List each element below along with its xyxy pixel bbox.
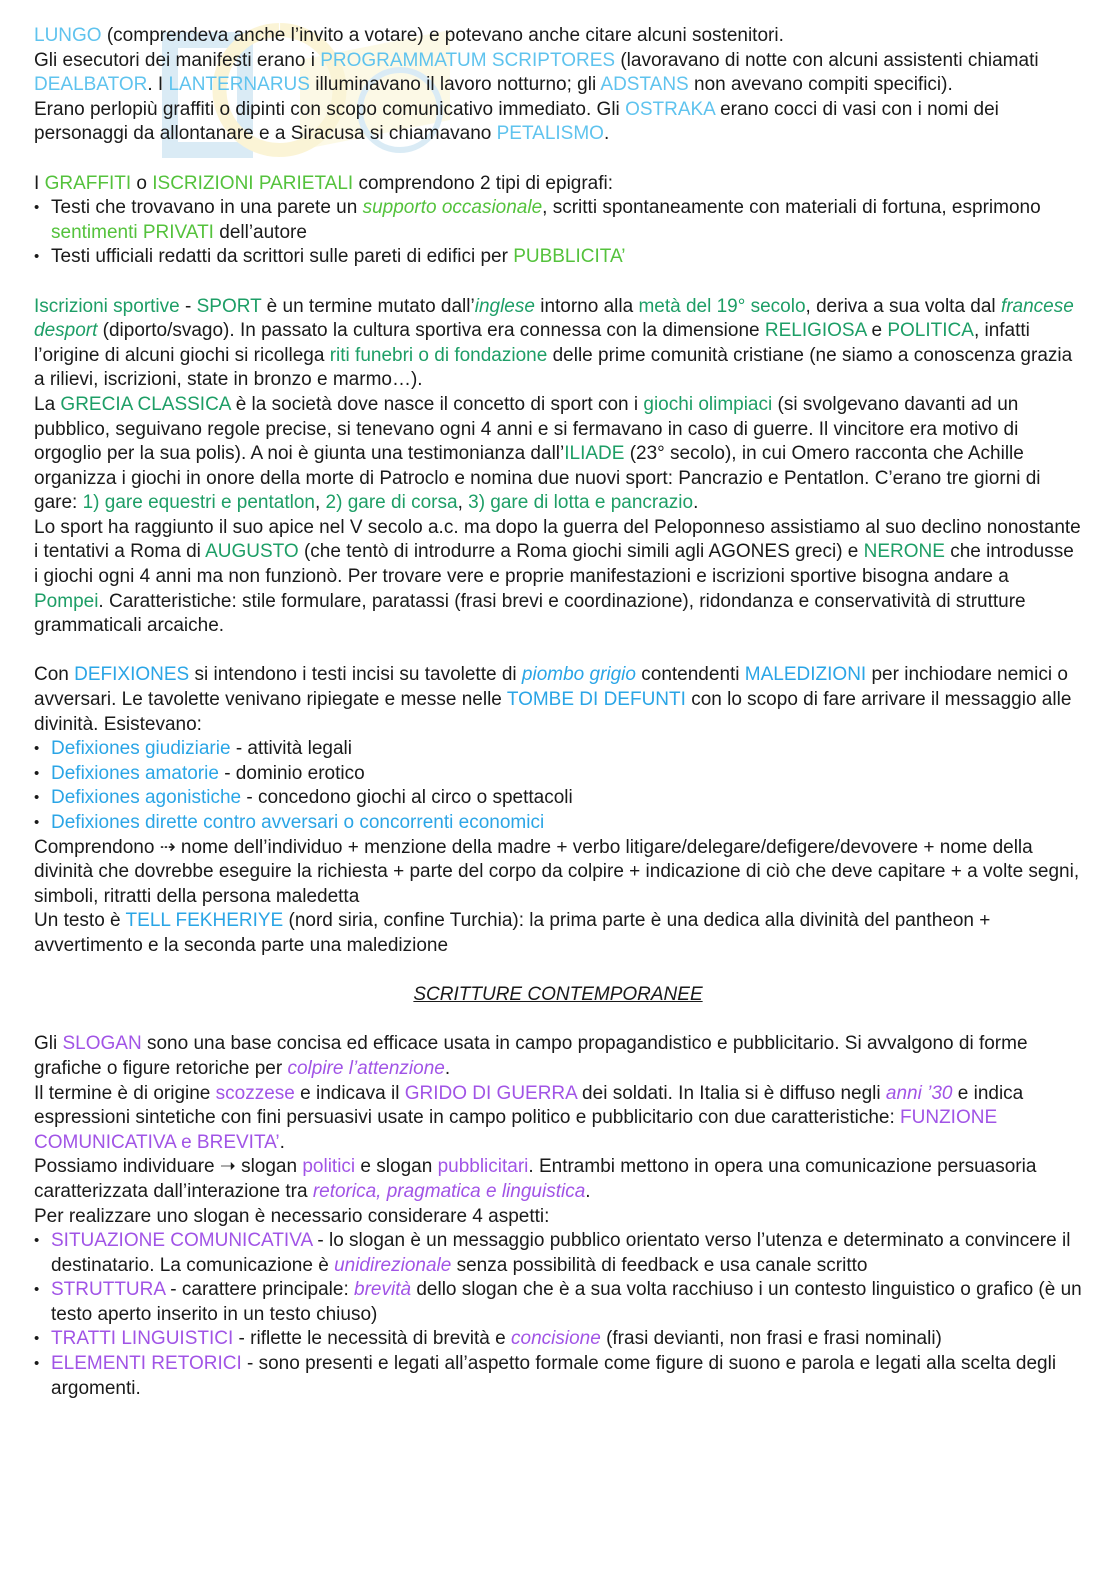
term-dealbator: DEALBATOR — [34, 74, 148, 96]
term-gare-equestri: 1) gare equestri e pentatlon — [82, 492, 315, 514]
list-epigrafi — [34, 196, 1082, 270]
term-programmatum-scriptores: PROGRAMMATUM SCRIPTORES — [320, 49, 616, 71]
term-scozzese: scozzese — [215, 1082, 295, 1104]
text: - dominio erotico — [218, 762, 365, 784]
text: è la società dove nasce il concetto di sport con i — [230, 393, 644, 415]
text: e indica espressioni sintetiche con fini persuasivi usate in campo politico e pubblicitario con due caratteristiche: — [34, 1082, 1024, 1129]
term-situazione-comunicativa: SITUAZIONE COMUNICATIVA — [51, 1230, 313, 1252]
text: . — [444, 1057, 451, 1079]
text: (nord siria, confine Turchia): la prima parte è una dedica alla divinità del pantheon + avvertimento e la seconda parte una maledizione — [34, 910, 991, 956]
text: Un testo è — [34, 910, 126, 932]
text: - carattere principale: — [165, 1279, 355, 1301]
term-pompei: Pompei — [34, 590, 99, 612]
text: - concedono giochi al circo o spettacoli — [241, 787, 573, 809]
term-defixiones-amatorie: Defixiones amatorie — [51, 762, 219, 784]
paragraph-individuare — [34, 1155, 1082, 1204]
text: (che tentò di introdurre a Roma giochi simili agli AGONES greci) e — [298, 541, 864, 563]
term-pubblicitari: pubblicitari — [437, 1156, 529, 1178]
term-defixiones-giudiziarie: Defixiones giudiziarie — [51, 738, 231, 760]
text: per inchiodare nemici o avversari. Le tavolette venivano ripiegate e messe nelle — [34, 664, 1068, 711]
term-inglese: inglese — [474, 295, 535, 317]
spacer — [34, 639, 1082, 664]
spacer — [34, 147, 1082, 172]
text: dello slogan che è a sua volta racchiuso i un contesto linguistico o grafico (è un testo aperto inserito in un testo chiuso) — [51, 1279, 1082, 1325]
text: erano cocci di vasi con i nomi dei personaggi da allontanare e a Siracusa si chiamavano — [34, 98, 999, 145]
paragraph-sport — [34, 295, 1082, 393]
text: è un termine mutato dall’ — [261, 295, 475, 317]
paragraph-defixiones — [34, 663, 1082, 737]
term-retorica-pragmatica: retorica, pragmatica e linguistica — [312, 1180, 586, 1202]
section-heading: SCRITTURE CONTEMPORANEE — [413, 984, 703, 1006]
term-defixiones-dirette: Defixiones dirette contro avversari o concorrenti economici — [51, 812, 545, 833]
term-grecia-classica: GRECIA CLASSICA — [60, 393, 231, 415]
list-item — [34, 762, 1082, 787]
text: . — [279, 1131, 285, 1153]
spacer — [34, 1008, 1082, 1033]
list-item — [34, 1229, 1082, 1278]
term-elementi-retorici: ELEMENTI RETORICI — [51, 1353, 242, 1375]
term-adstans: ADSTANS — [600, 74, 689, 96]
term-iscrizioni-parietali: ISCRIZIONI PARIETALI — [152, 172, 354, 194]
text: Con — [34, 664, 75, 686]
text: , scritti spontaneamente con materiali di fortuna, esprimono — [542, 197, 1041, 219]
paragraph-graffiti — [34, 172, 1082, 197]
text: (comprendeva anche l’invito a votare) e potevano anche citare alcuni sostenitori. — [101, 25, 784, 46]
term-giochi-olimpiaci: giochi olimpiaci — [643, 393, 773, 415]
text: . Caratteristiche: stile formulare, paratassi (frasi brevi e coordinazione), ridondanza e conservatività di strutture grammaticali arcaiche. — [34, 590, 1026, 637]
text: dei soldati. In Italia si è diffuso negli — [576, 1082, 886, 1104]
text: Comprendono ⇢ nome dell’individuo + menzione della madre + verbo litigare/delegare/defigere/devovere + nome della divinità che dovrebbe eseguire la richiesta + parte del corpo da colpire + indicazione di ciò che deve capitare + a volte segni, simboli, ritratti della persona maledetta — [34, 836, 1080, 907]
term-gare-lotta: 3) gare di lotta e pancrazio — [468, 492, 694, 514]
paragraph-lungo — [34, 24, 1082, 49]
text: , — [314, 492, 326, 514]
text: (lavoravano di notte con alcuni assistenti chiamati — [615, 49, 1039, 71]
term-grido-di-guerra: GRIDO DI GUERRA — [404, 1082, 577, 1104]
term-supporto-occasionale: supporto occasionale — [362, 197, 543, 219]
text: - sono presenti e legati all’aspetto formale come figure di suono e parola e legati alla scelta degli argomenti. — [51, 1353, 1057, 1399]
list-item — [34, 811, 1082, 836]
text: illuminavano il lavoro notturno; gli — [309, 74, 601, 96]
paragraph-aspetti — [34, 1205, 1082, 1230]
term-gare-corsa: 2) gare di corsa — [325, 492, 458, 514]
text: - riflette le necessità di brevità e — [233, 1328, 512, 1350]
text: Possiamo individuare ➝ slogan — [34, 1156, 303, 1178]
paragraph-tell-fekheriye — [34, 909, 1082, 958]
text: (diporto/svago). In passato la cultura sportiva era connessa con la dimensione — [97, 320, 765, 342]
list-item — [34, 196, 1082, 245]
term-funzione-comunicativa: FUNZIONE COMUNICATIVA e BREVITA’ — [34, 1107, 998, 1153]
text: che introdusse i giochi ogni 4 anni ma non funzionò. Per trovare vere e proprie manifestazioni e iscrizioni sportive bisogna andare a — [34, 541, 1074, 588]
text: Per realizzare uno slogan è necessario considerare 4 aspetti: — [34, 1205, 550, 1227]
text: (23° secolo), in cui Omero racconta che Achille organizza i giochi in onore della morte di Patroclo e nomina due nuovi sport: Pancrazio e Pentatlon. C’erano tre giorni di gare: — [34, 443, 1041, 514]
term-slogan: SLOGAN — [62, 1033, 142, 1055]
term-religiosa: RELIGIOSA — [764, 320, 867, 342]
term-defixiones-agonistiche: Defixiones agonistiche — [51, 787, 242, 809]
text: . — [585, 1180, 591, 1202]
text: comprendono 2 tipi di epigrafi: — [353, 172, 614, 194]
text: . I — [147, 74, 169, 96]
term-iliade: ILIADE — [564, 443, 625, 465]
text: Lo sport ha raggiunto il suo apice nel V secolo a.c. ma dopo la guerra del Peloponneso assistiamo al suo declino nonostante i tentativi a Roma di — [34, 516, 1081, 563]
text: I — [34, 172, 45, 194]
term-brevita: brevità — [354, 1279, 412, 1301]
term-defixiones: DEFIXIONES — [74, 664, 190, 686]
term-lungo: LUNGO — [34, 25, 102, 46]
text: senza possibilità di feedback e usa canale scritto — [451, 1254, 868, 1276]
term-politici: politici — [302, 1156, 356, 1178]
document-body — [34, 24, 1082, 1401]
paragraph-grecia — [34, 393, 1082, 516]
text: si intendono i testi incisi su tavolette di — [189, 664, 522, 686]
text: . — [603, 123, 610, 145]
term-struttura: STRUTTURA — [51, 1279, 165, 1301]
term-politica: POLITICA — [887, 320, 974, 342]
text: . — [693, 492, 699, 514]
text: sono una base concisa ed efficace usata in campo propagandistico e pubblicitario. Si avvalgono di forme grafiche o figure retoriche per — [34, 1033, 1028, 1079]
text: e slogan — [355, 1156, 438, 1178]
text: - lo slogan è un messaggio pubblico orientato verso l’utenza e determinato a convincere il destinatario. La comunicazione è — [51, 1230, 1071, 1276]
text: , — [457, 492, 469, 514]
text: Il termine è di origine — [34, 1082, 216, 1104]
spacer — [34, 959, 1082, 984]
text: Erano perlopiù graffiti o dipinti con scopo comunicativo immediato. Gli — [34, 98, 626, 120]
text: intorno alla — [534, 295, 639, 317]
list-defixiones — [34, 737, 1082, 835]
text: non avevano compiti specifici). — [688, 74, 953, 96]
term-sport: SPORT — [196, 295, 262, 317]
text: o — [131, 172, 153, 194]
term-iscrizioni-sportive: Iscrizioni sportive — [34, 295, 180, 317]
paragraph-ostraka — [34, 98, 1082, 147]
text: Gli — [34, 1033, 63, 1055]
list-aspetti — [34, 1229, 1082, 1401]
text: Gli esecutori dei manifesti erano i — [34, 49, 321, 71]
term-anni-30: anni ’30 — [885, 1082, 953, 1104]
paragraph-slogan — [34, 1032, 1082, 1081]
paragraph-termine — [34, 1082, 1082, 1156]
text: La — [34, 393, 61, 415]
term-francese-desport: francese desport — [34, 295, 1074, 342]
term-tratti-linguistici: TRATTI LINGUISTICI — [51, 1328, 234, 1350]
term-graffiti: GRAFFITI — [44, 172, 132, 194]
term-ostraka: OSTRAKA — [625, 98, 715, 120]
text: (si svolgevano davanti ad un pubblico, seguivano regole precise, si tenevano ogni 4 anni e si fermavano in caso di guerre. Il vincitore era motivo di orgoglio per la sua polis). A noi è giunta una testimonianza dall’ — [34, 393, 1019, 465]
text: . Entrambi mettono in opera una comunicazione persuasoria caratterizzata dall’interazione tra — [34, 1156, 1037, 1202]
term-tombe-di-defunti: TOMBE DI DEFUNTI — [506, 689, 686, 711]
list-item — [34, 1352, 1082, 1401]
term-tell-fekheriye: TELL FEKHERIYE — [125, 910, 284, 932]
term-pubblicita: PUBBLICITA’ — [513, 246, 626, 268]
list-item — [34, 737, 1082, 762]
term-sentimenti-privati: sentimenti PRIVATI — [51, 221, 214, 243]
term-augusto: AUGUSTO — [205, 541, 299, 563]
list-item — [34, 1327, 1082, 1352]
text: (frasi devianti, non frasi e frasi nominali) — [600, 1328, 942, 1350]
term-concisione: concisione — [511, 1328, 601, 1350]
term-piombo-grigio: piombo grigio — [521, 664, 636, 686]
list-item — [34, 786, 1082, 811]
term-colpire-attenzione: colpire l’attenzione — [287, 1057, 445, 1079]
text: delle prime comunità cristiane (ne siamo a conoscenza grazia a rilievi, iscrizioni, state in bronzo e marmo…). — [34, 344, 1073, 391]
paragraph-esecutori — [34, 49, 1082, 98]
text: Testi che trovavano in una parete un — [51, 197, 363, 219]
text: con lo scopo di fare arrivare il messaggio alle divinità. Esistevano: — [34, 689, 1072, 735]
term-maledizioni: MALEDIZIONI — [744, 664, 867, 686]
paragraph-comprendono — [34, 836, 1082, 910]
text: , infatti l’origine di alcuni giochi si ricollega — [34, 320, 1030, 366]
text: Testi ufficiali redatti da scrittori sulle pareti di edifici per — [51, 246, 514, 268]
spacer — [34, 270, 1082, 295]
text: - attività legali — [230, 738, 352, 760]
paragraph-declino — [34, 516, 1082, 639]
list-item — [34, 1278, 1082, 1327]
term-unidirezionale: unidirezionale — [334, 1254, 452, 1276]
text: e — [866, 320, 888, 342]
text: dell’autore — [213, 221, 307, 243]
term-nerone: NERONE — [863, 541, 945, 563]
term-petalismo: PETALISMO — [496, 123, 604, 145]
term-meta-secolo: metà del 19° secolo — [638, 295, 806, 317]
term-riti-funebri: riti funebri o di fondazione — [329, 344, 548, 366]
text: - — [179, 295, 197, 317]
text: e indicava il — [294, 1082, 405, 1104]
term-lanternarus: LANTERNARUS — [168, 74, 310, 96]
list-item — [34, 245, 1082, 270]
text: , deriva a sua volta dal — [805, 295, 1001, 317]
text: contendenti — [635, 664, 745, 686]
